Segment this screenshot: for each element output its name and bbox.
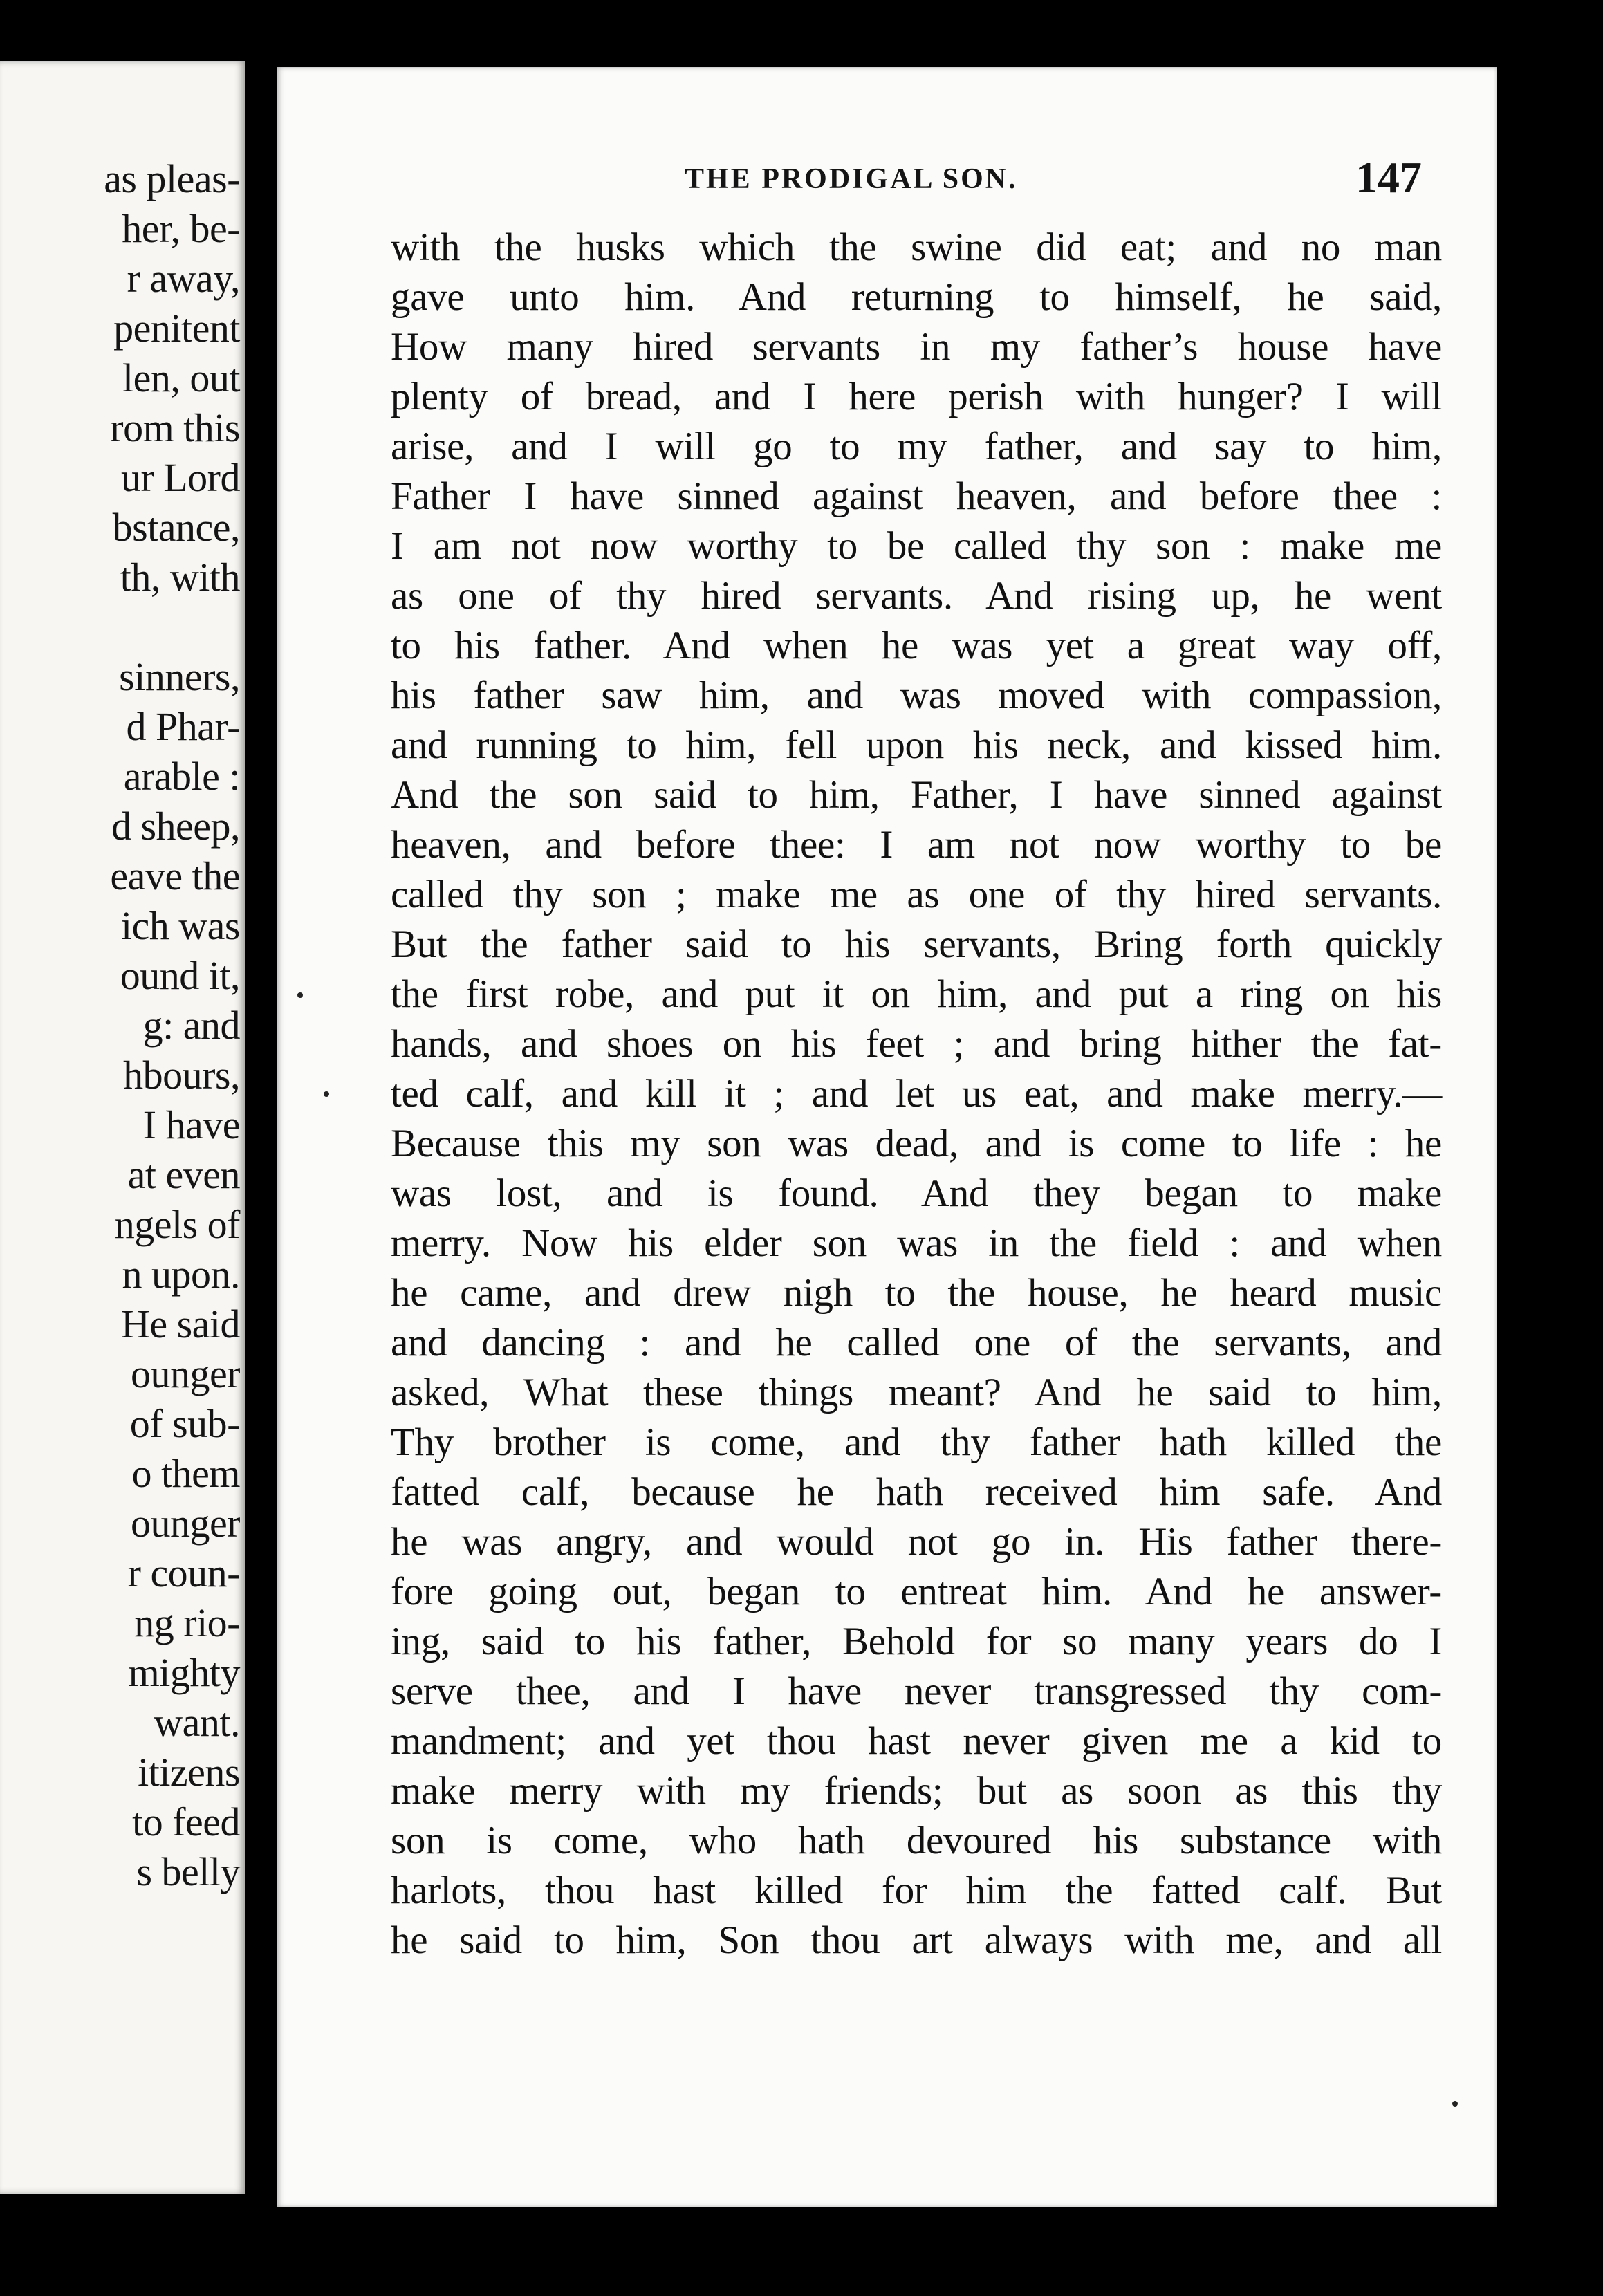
previous-page-line: at even — [127, 1152, 240, 1197]
previous-page-fragment — [0, 61, 245, 2194]
text-line: and dancing : and he called one of the servants, and — [391, 1321, 1442, 1364]
text-line: he was angry, and would not go in. His father there- — [391, 1520, 1442, 1564]
text-line: gave unto him. And returning to himself, he said, — [391, 275, 1442, 319]
text-line: was lost, and is found. And they began to make — [391, 1172, 1442, 1215]
text-line: I am not now worthy to be called thy son : make me — [391, 524, 1442, 568]
previous-page-line: r away, — [127, 256, 240, 301]
ink-speck — [1452, 2101, 1458, 2107]
text-line: merry. Now his elder son was in the field : and when — [391, 1221, 1442, 1265]
text-line: son is come, who hath devoured his substance with — [391, 1819, 1442, 1862]
previous-page-line: He said — [120, 1302, 240, 1346]
text-line: and running to him, fell upon his neck, and kissed him. — [391, 723, 1442, 767]
text-line: ted calf, and kill it ; and let us eat, and make merry.— — [391, 1072, 1442, 1115]
previous-page-line: rom this — [110, 405, 240, 450]
text-line: make merry with my friends; but as soon as this thy — [391, 1769, 1442, 1813]
previous-page-line: ound it, — [120, 953, 240, 998]
ink-speck — [297, 992, 303, 998]
text-line: his father saw him, and was moved with compassion, — [391, 674, 1442, 717]
text-line: Because this my son was dead, and is come to life : he — [391, 1122, 1442, 1165]
text-line: Father I have sinned against heaven, and before thee : — [391, 474, 1442, 518]
previous-page-line: r coun- — [127, 1550, 240, 1595]
previous-page-line: to feed — [132, 1799, 240, 1844]
text-line: he came, and drew nigh to the house, he heard music — [391, 1271, 1442, 1315]
previous-page-line: hbours, — [123, 1053, 240, 1098]
previous-page-line: th, with — [120, 555, 240, 600]
previous-page-line: o them — [131, 1451, 240, 1496]
text-line: ing, said to his father, Behold for so many years do I — [391, 1620, 1442, 1663]
previous-page-line: arable : — [123, 754, 240, 799]
previous-page-line: sinners, — [119, 654, 240, 699]
text-line: the first robe, and put it on him, and put a ring on his — [391, 972, 1442, 1016]
text-line: arise, and I will go to my father, and say to him, — [391, 425, 1442, 468]
text-line: plenty of bread, and I here perish with hunger? I will — [391, 375, 1442, 418]
previous-page-line: her, be- — [122, 206, 240, 251]
previous-page-line: I have — [142, 1102, 240, 1147]
previous-page-line: s belly — [136, 1849, 240, 1894]
text-line: hands, and shoes on his feet ; and bring hither the fat- — [391, 1022, 1442, 1066]
previous-page-line: d Phar- — [126, 704, 240, 749]
running-head: THE PRODIGAL SON. — [685, 163, 1018, 195]
previous-page-line: len, out — [122, 355, 240, 400]
text-line: serve thee, and I have never transgressed thy com- — [391, 1669, 1442, 1713]
text-line: But the father said to his servants, Bring forth quickly — [391, 923, 1442, 966]
previous-page-line: d sheep, — [111, 804, 240, 849]
previous-page-line: g: and — [142, 1003, 240, 1048]
previous-page-line: itizens — [138, 1750, 240, 1795]
text-line: mandment; and yet thou hast never given me a kid to — [391, 1719, 1442, 1763]
previous-page-line: ng rio- — [134, 1600, 240, 1645]
text-line: with the husks which the swine did eat; and no man — [391, 225, 1442, 269]
previous-page-line: ich was — [120, 903, 240, 948]
previous-page-line: penitent — [113, 306, 240, 351]
previous-page-line: n upon. — [122, 1252, 240, 1297]
text-line: How many hired servants in my father’s house have — [391, 325, 1442, 369]
page-body-text — [391, 223, 1442, 1965]
previous-page-line: ur Lord — [120, 455, 240, 500]
text-line: called thy son ; make me as one of thy hired servants. — [391, 873, 1442, 916]
text-line: fatted calf, because he hath received him safe. And — [391, 1470, 1442, 1514]
ink-speck — [324, 1091, 329, 1097]
previous-page-line: as pleas- — [104, 156, 240, 201]
text-line: heaven, and before thee: I am not now worthy to be — [391, 823, 1442, 867]
text-line: Thy brother is come, and thy father hath killed the — [391, 1420, 1442, 1464]
text-line: harlots, thou hast killed for him the fatted calf. But — [391, 1869, 1442, 1912]
text-line: as one of thy hired servants. And rising up, he went — [391, 574, 1442, 618]
previous-page-line: want. — [154, 1700, 240, 1745]
previous-page-line: eave the — [110, 853, 240, 898]
text-line: fore going out, began to entreat him. And he answer- — [391, 1570, 1442, 1613]
previous-page-line: bstance, — [112, 505, 240, 550]
text-line: to his father. And when he was yet a great way off, — [391, 624, 1442, 667]
previous-page-line: ounger — [130, 1501, 240, 1546]
previous-page-line: ounger — [130, 1351, 240, 1396]
text-line: he said to him, Son thou art always with me, and all — [391, 1918, 1442, 1962]
text-line: asked, What these things meant? And he said to him, — [391, 1371, 1442, 1414]
previous-page-line: ngels of — [114, 1202, 240, 1247]
text-line: And the son said to him, Father, I have sinned against — [391, 773, 1442, 817]
previous-page-line: mighty — [128, 1650, 240, 1695]
page-number: 147 — [1355, 153, 1422, 202]
previous-page-line: of sub- — [129, 1401, 240, 1446]
